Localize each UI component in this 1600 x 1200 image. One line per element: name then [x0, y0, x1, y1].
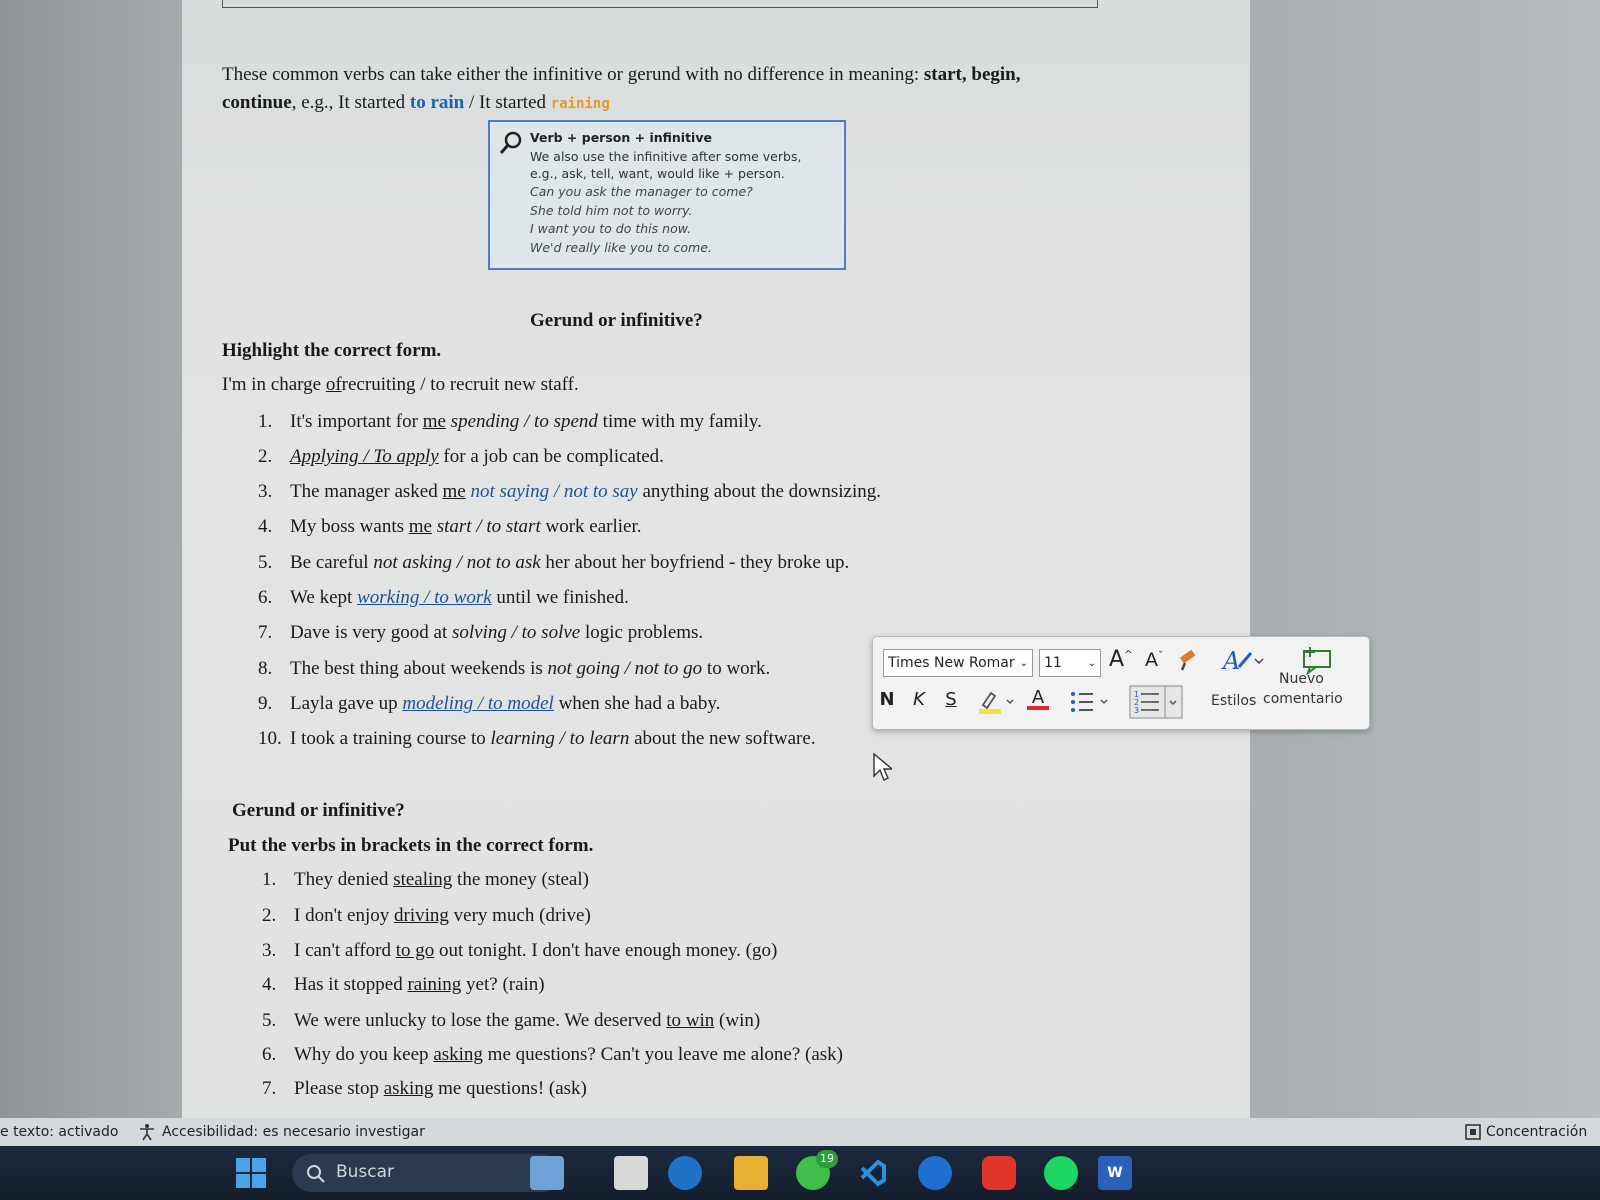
item-text: My boss wants: [290, 516, 405, 537]
item-text: me questions? Can't you leave me alone? (ask): [487, 1044, 844, 1065]
item-number: 8.: [258, 658, 273, 679]
item-options: learning / to learn: [490, 728, 630, 749]
search-placeholder: Buscar: [336, 1162, 395, 1182]
item-options: spending / to spend: [450, 411, 598, 432]
chevron-down-icon: ⌄: [1019, 657, 1028, 669]
item-number: 4.: [262, 974, 277, 995]
bold-button[interactable]: N: [879, 689, 895, 710]
outlook-icon[interactable]: [668, 1156, 702, 1190]
item-number: 3.: [262, 940, 277, 961]
windows-start-icon[interactable]: [234, 1156, 268, 1190]
format-painter-icon[interactable]: [1177, 649, 1201, 673]
item-options: not asking / not to ask: [373, 552, 541, 573]
list-item[interactable]: [258, 693, 720, 715]
chevron-down-icon: ⌄: [1087, 657, 1096, 669]
svg-text:1: 1: [1134, 690, 1140, 699]
search-icon: [306, 1164, 326, 1184]
font-size-select[interactable]: [1039, 649, 1101, 677]
widgets-icon[interactable]: [530, 1156, 564, 1190]
intro-text: These common verbs can take either the infinitive or gerund with no difference in meaning:: [222, 64, 920, 85]
list-item[interactable]: [258, 728, 816, 750]
item-text: I can't afford: [294, 940, 391, 961]
list-item[interactable]: [258, 481, 881, 503]
item-text: work earlier.: [545, 516, 642, 537]
example-rest: recruiting / to recruit new staff.: [341, 374, 579, 395]
item-options: not saying / not to say: [470, 481, 638, 502]
item-options: modeling / to model: [402, 693, 554, 714]
item-text: Please stop: [294, 1078, 379, 1099]
item-number: 6.: [262, 1044, 277, 1065]
intro-bold-verbs: start, begin,: [923, 64, 1021, 85]
list-item[interactable]: [258, 411, 762, 433]
item-answer: asking: [433, 1044, 483, 1065]
tip-example: I want you to do this now.: [530, 221, 692, 236]
item-text: time with my family.: [602, 411, 762, 432]
new-comment-label[interactable]: comentario: [1263, 691, 1343, 707]
example-infinitive: to rain: [409, 92, 465, 113]
item-options: Applying / To apply: [290, 446, 439, 467]
shrink-font-icon: A: [1145, 649, 1158, 671]
item-answer: raining: [407, 974, 462, 995]
item-number: 6.: [258, 587, 273, 608]
list-item[interactable]: [258, 446, 664, 468]
item-text: We kept: [290, 587, 353, 608]
list-item[interactable]: [258, 587, 629, 609]
tip-example: Can you ask the manager to come?: [530, 184, 753, 199]
example-gerund: raining: [550, 96, 610, 112]
item-options: not going / not to go: [547, 658, 703, 679]
taskbar-search-box[interactable]: [292, 1154, 562, 1192]
italic-button[interactable]: K: [913, 689, 925, 710]
brave-icon[interactable]: [982, 1156, 1016, 1190]
list-item[interactable]: [258, 552, 849, 574]
item-text: about the new software.: [634, 728, 816, 749]
item-text: anything about the downsizing.: [642, 481, 882, 502]
list-item[interactable]: [262, 1010, 760, 1032]
list-item[interactable]: [262, 1078, 587, 1100]
svg-text:A: A: [1223, 647, 1241, 675]
item-text: Dave is very good at: [290, 622, 448, 643]
item-number: 1.: [262, 869, 277, 890]
list-item[interactable]: [262, 974, 545, 996]
item-underlined: me: [422, 411, 446, 432]
grow-font-icon: A: [1109, 647, 1125, 672]
item-options: working / to work: [357, 587, 492, 608]
item-number: 7.: [262, 1078, 277, 1099]
item-text: the money (steal): [457, 869, 589, 890]
accessibility-icon: [138, 1123, 156, 1141]
numbered-list-icon[interactable]: [1129, 685, 1183, 719]
item-number: 5.: [258, 552, 273, 573]
mouse-pointer-icon: [872, 752, 892, 782]
item-underlined: me: [408, 516, 432, 537]
tip-example: She told him not to worry.: [530, 203, 693, 218]
intro-line-2[interactable]: [222, 92, 610, 114]
svg-text:2: 2: [1134, 698, 1140, 707]
item-text: her about her boyfriend - they broke up.: [545, 552, 850, 573]
tip-example: We'd really like you to come.: [530, 240, 712, 255]
grow-font-button[interactable]: A^: [1109, 647, 1133, 672]
item-number: 2.: [258, 446, 273, 467]
intro-example-lead: , e.g., It started: [291, 92, 406, 113]
list-item[interactable]: [262, 905, 591, 927]
list-item[interactable]: [258, 658, 770, 680]
example-underlined: of: [325, 374, 342, 395]
intro-bold-continue: continue: [222, 92, 292, 113]
browser-icon[interactable]: [918, 1156, 952, 1190]
item-text: The best thing about weekends is: [290, 658, 543, 679]
tip-line: We also use the infinitive after some verbs,: [530, 149, 802, 164]
notification-badge: 19: [816, 1150, 838, 1168]
list-item[interactable]: [262, 940, 777, 962]
item-text: I don't enjoy: [294, 905, 390, 926]
example-middle: / It started: [468, 92, 547, 113]
taskbar: [0, 1146, 1600, 1200]
item-text: Be careful: [290, 552, 369, 573]
item-text: Why do you keep: [294, 1044, 429, 1065]
item-text: The manager asked: [290, 481, 438, 502]
item-answer: to win: [666, 1010, 715, 1031]
item-options: solving / to solve: [451, 622, 581, 643]
item-text: when she had a baby.: [558, 693, 721, 714]
table-bottom-edge: [222, 0, 1098, 8]
focus-mode-icon: [1464, 1123, 1482, 1141]
item-answer: asking: [383, 1078, 434, 1099]
section1-instruction: Highlight the correct form.: [222, 340, 442, 361]
new-comment-label[interactable]: Nuevo: [1279, 671, 1324, 687]
vscode-icon[interactable]: [856, 1156, 890, 1190]
item-number: 7.: [258, 622, 273, 643]
item-text: to work.: [706, 658, 771, 679]
item-text: for a job can be complicated.: [443, 446, 664, 467]
item-answer: stealing: [393, 869, 453, 890]
list-item[interactable]: [262, 1044, 843, 1066]
item-number: 5.: [262, 1010, 277, 1031]
section2-instruction: Put the verbs in brackets in the correct form.: [228, 835, 594, 856]
tip-line: e.g., ask, tell, want, would like + person.: [530, 166, 785, 181]
list-item[interactable]: [258, 622, 703, 644]
styles-pane-icon[interactable]: [1221, 645, 1265, 675]
folder-icon[interactable]: [734, 1156, 768, 1190]
status-bar: [0, 1118, 1600, 1146]
whatsapp-icon[interactable]: [796, 1152, 834, 1190]
underline-button[interactable]: S: [945, 689, 957, 710]
section1-heading: Gerund or infinitive?: [530, 310, 703, 331]
item-number: 1.: [258, 411, 273, 432]
item-text: out tonight. I don't have enough money. (go): [439, 940, 778, 961]
item-text: very much (drive): [453, 905, 591, 926]
item-text: I took a training course to: [290, 728, 486, 749]
item-text: yet? (rain): [466, 974, 545, 995]
item-number: 4.: [258, 516, 273, 537]
section1-example[interactable]: [222, 374, 579, 396]
item-text: They denied: [294, 869, 389, 890]
item-answer: to go: [395, 940, 435, 961]
font-color-icon: A: [1031, 687, 1045, 708]
text-prediction-status[interactable]: e texto: activado: [0, 1124, 119, 1140]
item-number: 3.: [258, 481, 273, 502]
section2-heading: Gerund or infinitive?: [232, 800, 405, 821]
tip-title: Verb + person + infinitive: [530, 130, 712, 145]
example-pre: I'm in charge: [222, 374, 322, 395]
svg-text:3: 3: [1134, 706, 1140, 715]
file-explorer-window-icon[interactable]: [614, 1156, 648, 1190]
item-text: We were unlucky to lose the game. We deserved: [294, 1010, 662, 1031]
item-text: me questions! (ask): [438, 1078, 587, 1099]
font-color-button[interactable]: [1023, 687, 1053, 710]
styles-label[interactable]: Estilos: [1211, 693, 1257, 709]
list-item[interactable]: [258, 516, 642, 538]
item-text: Has it stopped: [294, 974, 403, 995]
item-number: 2.: [262, 905, 277, 926]
item-underlined: me: [442, 481, 466, 502]
item-text: (win): [719, 1010, 761, 1031]
accessibility-status[interactable]: Accesibilidad: es necesario investigar: [162, 1124, 425, 1140]
intro-line-1[interactable]: [222, 64, 1020, 86]
bullet-list-icon[interactable]: [1069, 689, 1113, 715]
grammar-tip-box[interactable]: [488, 120, 846, 270]
item-text: It's important for: [290, 411, 418, 432]
item-text: logic problems.: [584, 622, 704, 643]
font-family-select[interactable]: [883, 649, 1033, 677]
item-options: start / to start: [436, 516, 541, 537]
spotify-icon[interactable]: [1044, 1156, 1078, 1190]
list-item[interactable]: [262, 869, 589, 891]
magnifier-icon: [498, 130, 524, 156]
item-answer: driving: [394, 905, 449, 926]
mini-format-toolbar: [872, 636, 1370, 730]
word-icon[interactable]: W: [1098, 1156, 1132, 1190]
item-text: Layla gave up: [290, 693, 398, 714]
highlight-color-icon[interactable]: [977, 689, 1017, 715]
item-number: 9.: [258, 693, 273, 714]
font-family-value: Times New Romar: [888, 655, 1015, 671]
item-text: until we finished.: [496, 587, 629, 608]
font-size-value: 11: [1044, 655, 1062, 671]
item-number: 10.: [258, 728, 282, 749]
focus-mode-button[interactable]: Concentración: [1486, 1124, 1588, 1140]
shrink-font-button[interactable]: $A^ˇ$: [1145, 649, 1163, 671]
